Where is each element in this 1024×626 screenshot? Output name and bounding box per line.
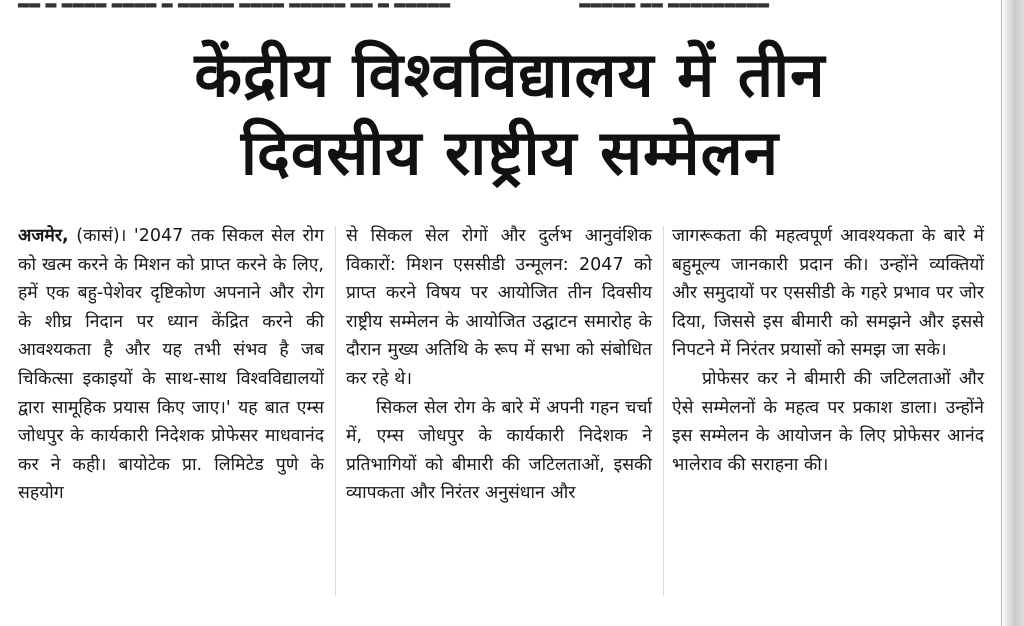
dateline: अजमेर, [18, 226, 69, 246]
paragraph: से सिकल सेल रोगों और दुर्लभ आनुवंशिक विकारों: मिशन एससीडी उन्मूलन: 2047 को प्राप्त करने विषय पर आयोजित तीन दिवसीय राष्ट्रीय सम्मेलन के आयोजित उद्घाटन समारोह के दौरान मुख्य अतिथि के रूप में सभा को संबोधित कर रहे थे। [346, 226, 652, 389]
headline-line-1: केंद्रीय विश्वविद्यालय में तीन [194, 38, 826, 111]
column-1 [18, 222, 324, 508]
paragraph: जागरूकता की महत्वपूर्ण आवश्यकता के बारे में बहुमूल्य जानकारी प्रदान की। उन्होंने व्यक्तियों और समुदायों पर एससीडी के गहरे प्रभाव पर जोर दिया, जिससे इस बीमारी को समझने और इससे निपटने में निरंतर प्रयासों को समझ जा सके। [672, 226, 984, 361]
column-3 [672, 222, 984, 479]
column-divider [335, 226, 336, 596]
page-fold-edge [1001, 0, 1024, 626]
paragraph: प्रोफेसर कर ने बीमारी की जटिलताओं और ऐसे सम्मेलनों के महत्व पर प्रकाश डाला। उन्होंने इस सम्मेलन के आयोजन के लिए प्रोफेसर आनंद भालेराव की सराहना की। [672, 368, 984, 475]
headline [40, 36, 980, 192]
paragraph: सिकल सेल रोग के बारे में अपनी गहन चर्चा में, एम्स जोधपुर के कार्यकारी निदेशक ने प्रतिभागियों को बीमारी की जटिलताओं, इसकी व्यापकता और निरंतर अनुसंधान और [346, 397, 652, 504]
column-2 [346, 222, 652, 508]
column-divider [663, 226, 664, 596]
headline-line-2: दिवसीय राष्ट्रीय सम्मेलन [240, 116, 780, 189]
paragraph-text: (कासं)। '2047 तक सिकल सेल रोग को खत्म करने के मिशन को प्राप्त करने के लिए, हमें एक बहु-पेशेवर दृष्टिकोण अपनाने और रोग के शीघ्र निदान पर ध्यान केंद्रित करने की आवश्यकता है और यह तभी संभव है जब चिकित्सा इकाइयों के साथ-साथ विश्वविद्यालयों द्वारा सामूहिक प्रयास किए जाए।' यह बात एम्स जोधपुर के कार्यकारी निदेशक प्रोफेसर माधवानंद कर ने कही। बायोटेक प्रा. लिमिटेड पुणे के सहयोग [18, 226, 324, 504]
paragraph [18, 222, 324, 508]
cropped-previous-text: ▂▂ ▂ ▂▂▂▂ ▂▂▂▂ ▂ ▂▂▂▂▂ ▂▂▂▂ ▂▂▂▂▂ ▂▂ ▂ ▂▂▂▂▂ ▂▂▂▂▂ ▂▂ ▂▂▂▂▂▂▂▂▂ [18, 0, 770, 8]
article-body [18, 222, 984, 622]
